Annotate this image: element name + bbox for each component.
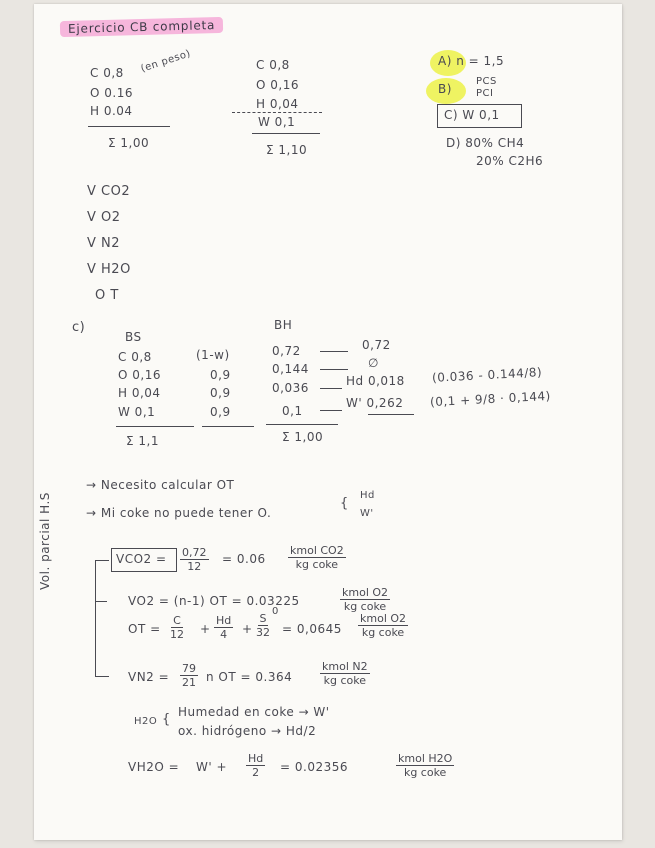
ot-lhs: OT =: [128, 622, 161, 636]
bh-sum-line: [266, 424, 338, 425]
ot-h-num: Hd: [216, 614, 232, 627]
comp-b-row-o: O 0,16: [256, 78, 299, 92]
vn2-num: 79: [182, 662, 196, 675]
bracket-bottom: [95, 676, 109, 677]
result-w-line: [368, 414, 414, 415]
comp-a-row-o: O 0.16: [90, 86, 133, 100]
option-a: A) n = 1,5: [438, 54, 505, 68]
factor-1: 0,9: [210, 368, 231, 382]
vh2o-den: 2: [252, 766, 260, 779]
h2o-brace: {: [162, 712, 171, 727]
var-vh2o: V H2O: [87, 262, 131, 277]
vo2-unit-den: kg coke: [343, 600, 387, 613]
ot-h-den: 4: [220, 628, 228, 641]
vco2-num: 0,72: [182, 546, 207, 559]
ot-unit-den: kg coke: [361, 626, 405, 639]
arrow-line-2: [320, 369, 348, 370]
factor-2: 0,9: [210, 386, 231, 400]
page-title: Ejercicio CB completa: [60, 17, 224, 37]
comp-b-row-h: H 0,04: [256, 97, 299, 111]
ot-s-num: S: [259, 612, 267, 625]
result-hd: Hd 0,018: [346, 374, 405, 388]
vh2o-mid: W' +: [196, 760, 228, 774]
bs-row-h: H 0,04: [118, 386, 161, 400]
h2o-line2: ox. hidrógeno → Hd/2: [178, 724, 317, 738]
vco2-fraction: [180, 546, 209, 573]
ot-c-frac: [170, 614, 184, 641]
option-b-label: B): [438, 82, 452, 96]
bracket-vertical: [95, 560, 96, 676]
bh-sum: Σ 1,00: [282, 430, 324, 444]
vh2o-lhs: VH2O =: [128, 760, 180, 774]
note-coke-no-o: → Mi coke no puede tener O.: [86, 506, 272, 520]
vertical-label: Vol. parcial H.S: [38, 492, 52, 590]
result-c: 0,72: [362, 338, 391, 352]
note-calc-ot: → Necesito calcular OT: [86, 478, 235, 492]
vn2-lhs: VN2 =: [128, 670, 170, 684]
vo2-unit: [340, 586, 390, 613]
result-w: W' 0,262: [346, 396, 404, 410]
ot-s-sup: 0: [272, 606, 279, 617]
ot-s-frac: [256, 612, 270, 639]
factor-line: [202, 426, 254, 427]
var-vo2: V O2: [87, 210, 121, 225]
ot-unit: [358, 612, 408, 639]
bs-header: BS: [125, 330, 142, 344]
bh-header: BH: [274, 318, 293, 332]
vh2o-unit: [396, 752, 454, 779]
bs-row-c: C 0,8: [118, 350, 152, 364]
vco2-den: 12: [187, 560, 202, 573]
vco2-val: = 0.06: [222, 552, 266, 566]
vh2o-unit-den: kg coke: [403, 766, 447, 779]
vco2-lhs: VCO2 =: [116, 552, 167, 566]
vco2-unit-den: kg coke: [295, 558, 339, 571]
ot-plus-2: +: [242, 622, 253, 636]
option-c: C) W 0,1: [444, 108, 500, 122]
factor-header: (1-w): [196, 348, 230, 362]
ot-s-den: 32: [256, 626, 270, 639]
arrow-line-1: [320, 351, 348, 352]
comp-a-sum: Σ 1,00: [108, 136, 150, 150]
ot-c-den: 12: [170, 628, 184, 641]
bs-row-o: O 0,16: [118, 368, 161, 382]
expr-w: (0,1 + 9/8 · 0,144): [429, 388, 552, 410]
factor-3: 0,9: [210, 405, 231, 419]
expr-hd: (0.036 - 0.144/8): [431, 365, 543, 385]
vco2-unit: [288, 544, 346, 571]
vco2-unit-num: kmol CO2: [290, 544, 344, 557]
comp-a-row-c: C 0,8: [90, 66, 124, 80]
h2o-label: H2O: [134, 716, 158, 727]
var-vn2: V N2: [87, 236, 121, 251]
var-vco2: V CO2: [87, 184, 131, 199]
vh2o-val: = 0.02356: [280, 760, 348, 774]
comp-b-row-c: C 0,8: [256, 58, 290, 72]
comp-b-sum-line: [252, 133, 320, 134]
ot-h-frac: [214, 614, 233, 641]
vn2-unit-num: kmol N2: [322, 660, 368, 673]
bh-row-c: 0,72: [272, 344, 301, 358]
bs-sum-line: [116, 426, 194, 427]
bracket-mid: [95, 601, 107, 602]
comp-a-note: (en peso): [139, 48, 193, 75]
h2o-line1: Humedad en coke → W': [178, 705, 330, 719]
option-d-line2: 20% C2H6: [476, 154, 544, 168]
bh-row-o: 0,144: [272, 362, 309, 376]
result-o: ∅: [368, 356, 379, 370]
bracket-top: [95, 560, 109, 561]
note-brace-w: W': [360, 508, 374, 519]
comp-b-sum: Σ 1,10: [266, 143, 308, 157]
vh2o-frac: [246, 752, 265, 779]
ot-plus-1: +: [200, 622, 211, 636]
option-b-pci: PCI: [476, 88, 494, 99]
comp-a-sum-line: [88, 126, 170, 127]
bs-row-w: W 0,1: [118, 405, 156, 419]
var-ot: O T: [95, 288, 119, 303]
arrow-line-4: [320, 410, 342, 411]
ot-unit-num: kmol O2: [360, 612, 407, 625]
bh-row-h: 0,036: [272, 381, 309, 395]
vo2-unit-num: kmol O2: [342, 586, 389, 599]
comp-a-row-h: H 0.04: [90, 104, 133, 118]
section-c-label: c): [72, 320, 86, 335]
vn2-frac: [180, 662, 198, 689]
note-brace-hd: Hd: [360, 490, 375, 501]
vh2o-unit-num: kmol H2O: [398, 752, 453, 765]
vn2-val: n OT = 0.364: [206, 670, 293, 684]
arrow-line-3: [320, 388, 342, 389]
ot-c-num: C: [173, 614, 181, 627]
option-b-pcs: PCS: [476, 76, 497, 87]
vn2-unit-den: kg coke: [323, 674, 366, 687]
note-brace: {: [340, 496, 349, 511]
comp-b-row-w: W 0,1: [258, 115, 296, 129]
option-d: D) 80% CH4: [446, 136, 525, 150]
vn2-unit: [320, 660, 370, 687]
vh2o-num: Hd: [248, 752, 264, 765]
bs-sum: Σ 1,1: [126, 434, 159, 448]
ot-val: = 0,0645: [282, 622, 342, 636]
vo2-eq: VO2 = (n-1) OT = 0.03225: [128, 594, 300, 608]
bh-row-w: 0,1: [282, 404, 303, 418]
vn2-den: 21: [182, 676, 196, 689]
comp-b-dashed-line: [232, 112, 322, 113]
